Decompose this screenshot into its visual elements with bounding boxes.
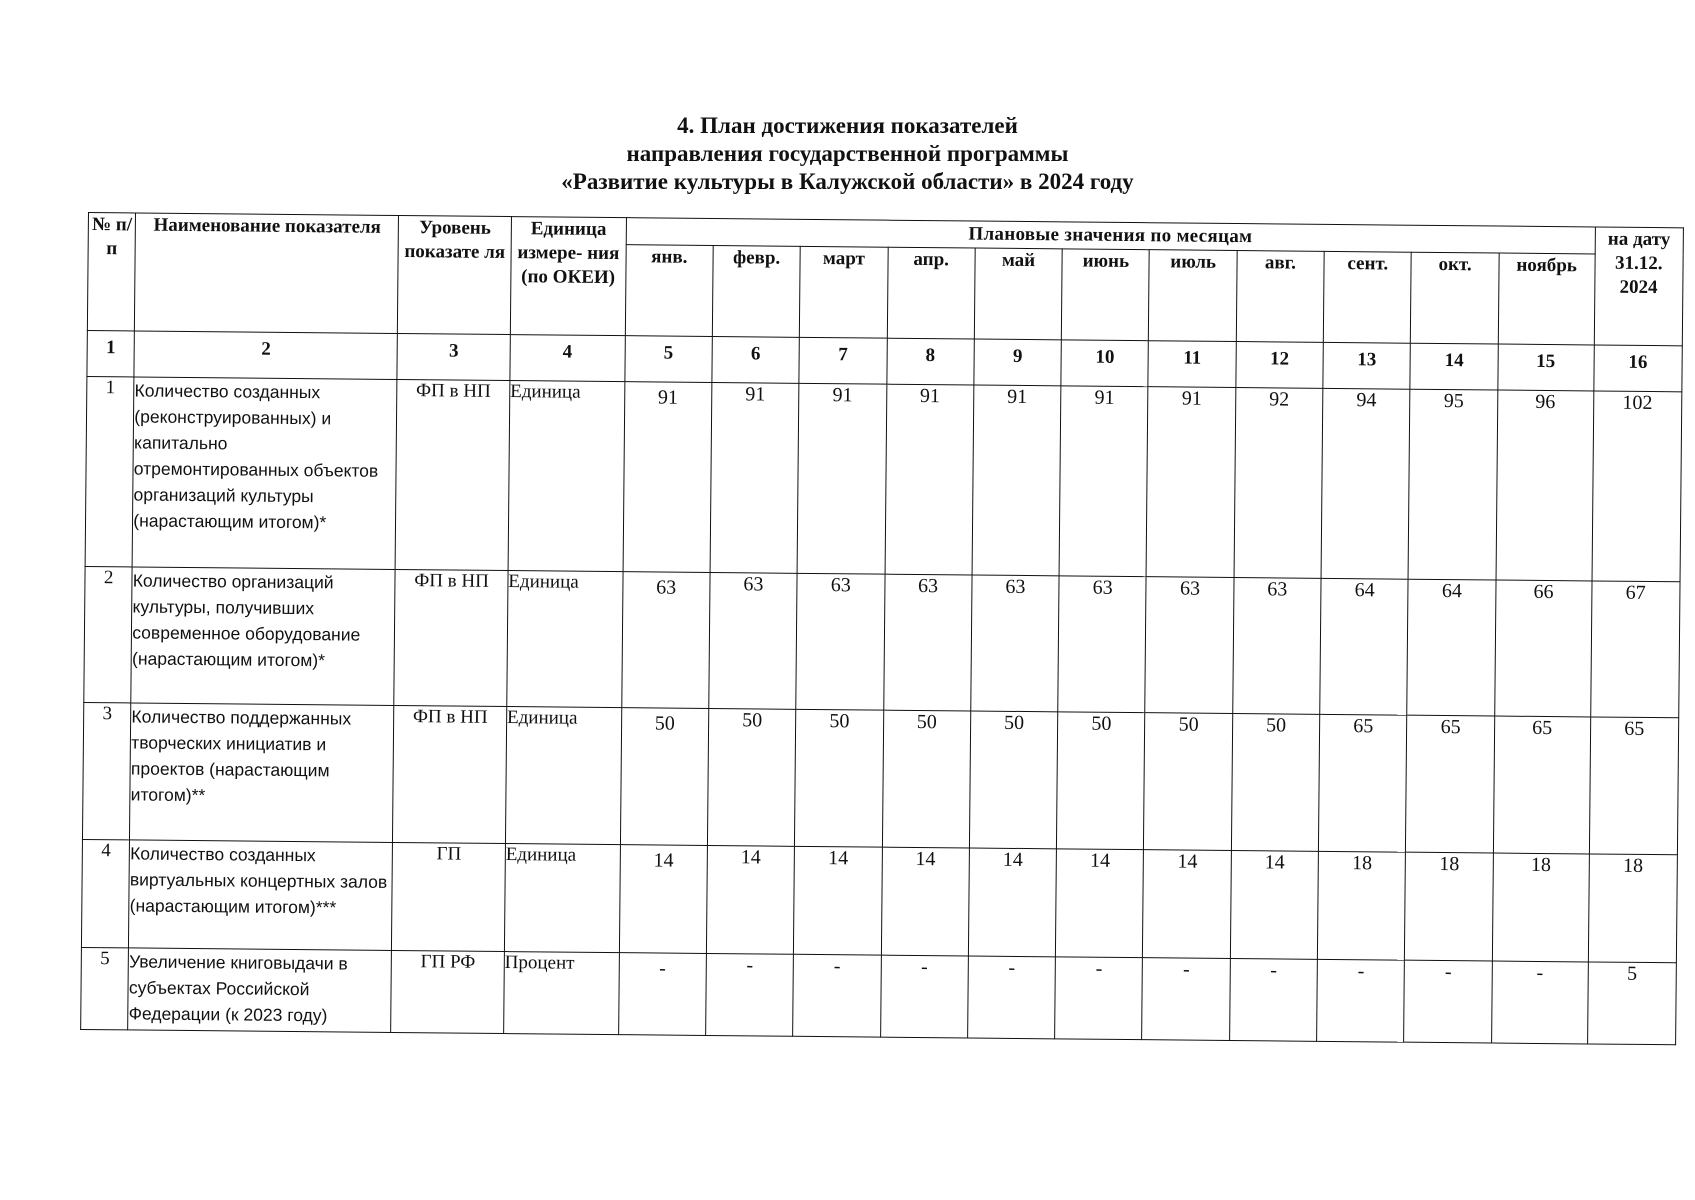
indicator-unit: Единица: [505, 707, 621, 845]
header-months-group: Плановые значения по месяцам: [626, 218, 1595, 254]
column-number: 1: [87, 330, 135, 376]
value-sep: 65: [1318, 714, 1407, 852]
value-may: -: [967, 956, 1055, 1039]
value-final: 67: [1590, 581, 1680, 718]
value-apr: 91: [885, 384, 974, 575]
column-number: 3: [397, 333, 510, 380]
value-jun: 63: [1058, 576, 1147, 713]
value-jun: 50: [1057, 712, 1146, 850]
column-number: 9: [974, 339, 1062, 386]
value-apr: 50: [882, 710, 971, 848]
value-mar: 50: [795, 709, 884, 847]
column-number: 15: [1498, 344, 1594, 391]
value-nov: 18: [1492, 853, 1589, 962]
header-month-apr: апр.: [887, 247, 975, 339]
value-feb: 63: [709, 572, 798, 709]
column-number: 4: [510, 335, 625, 382]
value-final: 102: [1592, 391, 1682, 582]
value-nov: -: [1491, 961, 1588, 1044]
row-number: 2: [84, 566, 133, 702]
value-may: 50: [969, 711, 1058, 849]
table-row: [81, 839, 1677, 962]
table-row: [85, 376, 1682, 581]
value-oct: 18: [1405, 852, 1493, 961]
column-number: 5: [624, 336, 712, 383]
value-aug: 14: [1230, 851, 1318, 960]
value-jun: 91: [1059, 386, 1148, 577]
table-row: [81, 947, 1677, 1044]
indicator-unit: Единица: [507, 571, 623, 708]
value-aug: 92: [1234, 388, 1323, 579]
plan-table-container: [80, 212, 1684, 1045]
title-line-1: 4. План достижения показателей: [677, 113, 1018, 138]
column-number: 7: [799, 337, 887, 384]
header-month-feb: февр.: [712, 246, 800, 338]
title-line-3: «Развитие культуры в Калужской области» в 2024 году: [561, 169, 1134, 194]
header-month-oct: окт.: [1411, 252, 1499, 344]
header-name: Наименование показателя: [135, 213, 399, 334]
value-aug: 63: [1232, 578, 1321, 715]
value-jan: 50: [620, 708, 709, 846]
value-jan: 14: [619, 845, 707, 954]
value-jan: -: [618, 953, 706, 1036]
value-jul: -: [1142, 958, 1230, 1041]
value-mar: 91: [797, 383, 886, 574]
value-may: 14: [968, 848, 1056, 957]
column-number: 13: [1323, 342, 1411, 389]
table-row: [84, 566, 1680, 717]
value-aug: -: [1229, 958, 1317, 1041]
value-apr: 14: [881, 847, 969, 956]
column-number: 10: [1061, 340, 1149, 387]
indicator-unit: Единица: [508, 381, 624, 572]
value-nov: 66: [1494, 580, 1591, 717]
header-month-nov: ноябрь: [1498, 253, 1595, 345]
value-may: 63: [971, 575, 1060, 712]
row-number: 5: [81, 947, 129, 1029]
indicator-level: ФП в НП: [393, 705, 507, 843]
value-feb: 14: [706, 845, 794, 954]
value-oct: 65: [1406, 715, 1495, 853]
value-jul: 14: [1143, 850, 1231, 959]
value-jul: 91: [1146, 387, 1235, 578]
value-jul: 63: [1145, 577, 1234, 714]
header-month-aug: авг.: [1236, 251, 1324, 343]
column-number: 8: [886, 338, 974, 385]
value-final: 18: [1588, 854, 1678, 963]
value-jan: 63: [621, 572, 710, 709]
header-unit: Единица измере- ния (по ОКЕИ): [510, 217, 626, 336]
value-feb: 50: [707, 708, 796, 846]
header-month-jan: янв.: [625, 245, 713, 337]
indicator-unit: Процент: [504, 952, 619, 1035]
value-oct: -: [1404, 960, 1492, 1043]
value-final: 5: [1587, 962, 1676, 1045]
indicator-level: ГП: [392, 842, 506, 951]
header-month-may: май: [974, 248, 1062, 340]
value-jul: 50: [1144, 713, 1233, 851]
value-feb: -: [705, 953, 793, 1036]
value-may: 91: [972, 385, 1061, 576]
indicator-name: Количество созданных (реконструированных) и капитально отремонтированных объектов организаций культуры (нарастающим итогом)*: [132, 377, 397, 570]
value-mar: -: [793, 954, 881, 1037]
value-oct: 95: [1408, 389, 1497, 580]
row-number: 4: [81, 839, 129, 947]
indicator-name: Увеличение книговыдачи в субъектах Российской Федерации (к 2023 году): [128, 948, 392, 1033]
plan-table: [80, 212, 1684, 1045]
column-number: 14: [1410, 343, 1498, 390]
value-final: 65: [1589, 717, 1679, 855]
row-number: 1: [85, 376, 134, 566]
indicator-unit: Единица: [504, 844, 620, 953]
table-row: [82, 702, 1678, 854]
value-nov: 96: [1496, 390, 1594, 581]
indicator-level: ФП в НП: [394, 569, 508, 706]
value-oct: 64: [1407, 579, 1496, 716]
value-apr: 63: [883, 574, 972, 711]
column-number: 16: [1593, 345, 1682, 392]
value-jun: -: [1055, 957, 1143, 1040]
value-sep: -: [1317, 959, 1405, 1042]
value-jan: 91: [623, 382, 712, 573]
column-number: 6: [712, 336, 800, 383]
value-sep: 18: [1317, 851, 1405, 960]
value-mar: 14: [794, 846, 882, 955]
indicator-name: Количество созданных виртуальных концертных залов (нарастающим итогом)***: [129, 840, 393, 951]
indicator-level: ФП в НП: [395, 379, 509, 570]
column-number: 11: [1148, 341, 1236, 388]
header-month-mar: март: [800, 246, 888, 338]
column-number: 2: [134, 331, 397, 380]
header-month-sep: сент.: [1323, 251, 1411, 343]
column-number: 12: [1236, 342, 1324, 389]
header-num: № п/п: [87, 213, 135, 331]
indicator-name: Количество организаций культуры, получивших современное оборудование (нарастающим итогом)*: [131, 567, 395, 706]
header-final-date: на дату 31.12. 2024: [1594, 227, 1684, 346]
header-month-jun: июнь: [1061, 249, 1149, 341]
title-line-2: направления государственной программы: [626, 141, 1069, 166]
value-mar: 63: [796, 573, 885, 710]
indicator-level: ГП РФ: [391, 950, 504, 1033]
value-jun: 14: [1056, 849, 1144, 958]
header-level: Уровень показате ля: [398, 215, 512, 334]
document-title: [0, 112, 1695, 196]
value-aug: 50: [1231, 714, 1320, 852]
value-sep: 64: [1320, 578, 1409, 715]
row-number: 3: [82, 702, 131, 839]
value-feb: 91: [710, 382, 799, 573]
indicator-name: Количество поддержанных творческих инициатив и проектов (нарастающим итогом)**: [130, 703, 394, 843]
value-sep: 94: [1321, 388, 1410, 579]
value-nov: 65: [1493, 716, 1590, 854]
header-month-jul: июль: [1149, 250, 1237, 342]
value-apr: -: [880, 955, 968, 1038]
